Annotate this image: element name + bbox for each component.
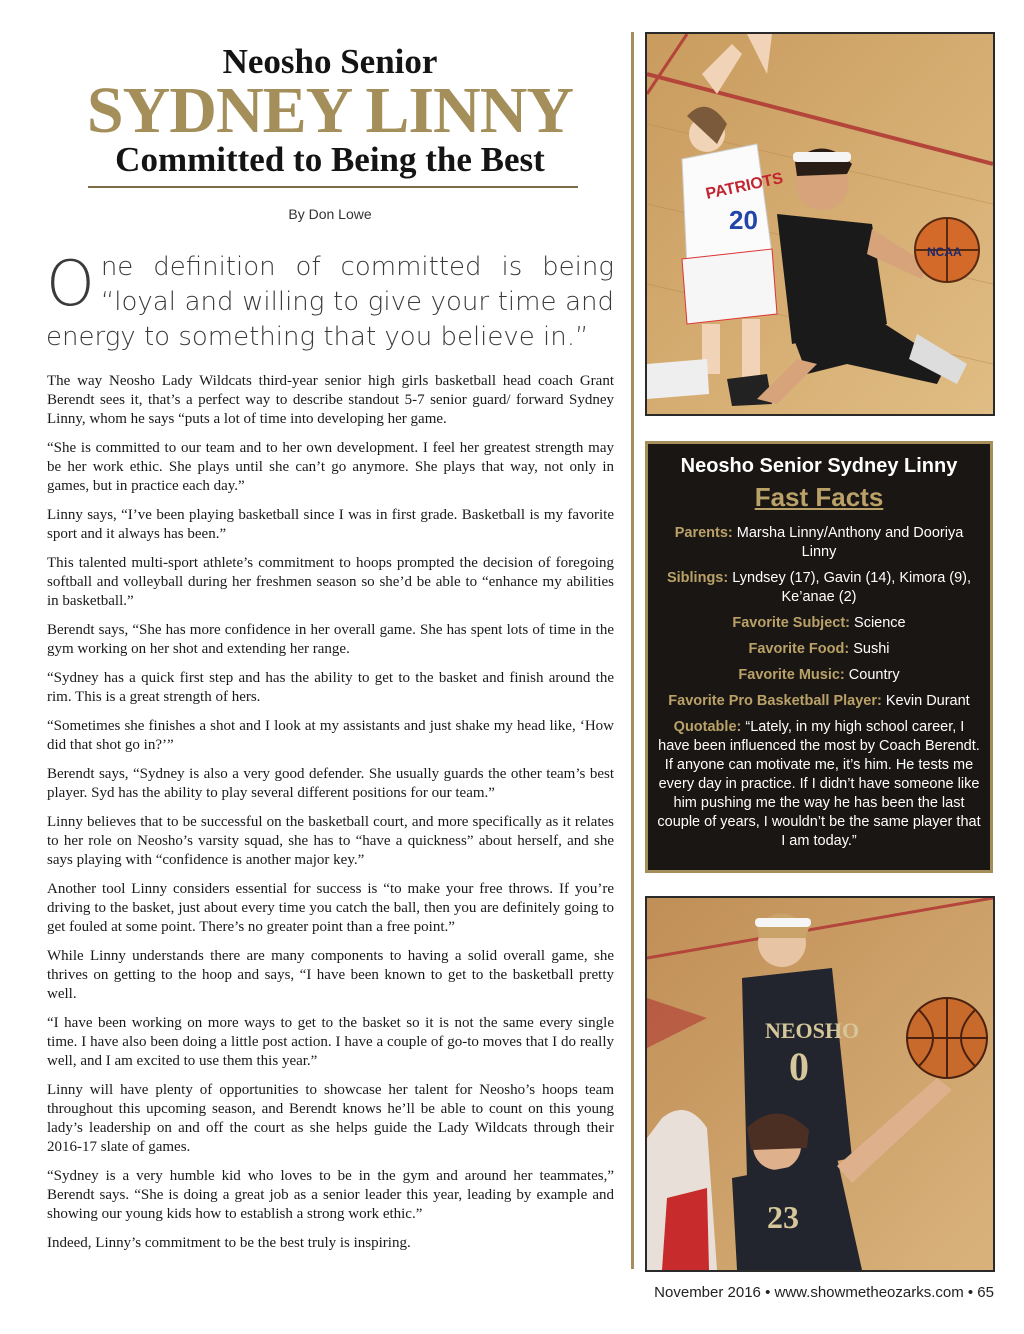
fast-fact-value: Country — [848, 667, 900, 683]
article-paragraph: Linny believes that to be successful on the basketball court, and more specifically as it relates to her role on Neosho’s varsity squad, she has to “have a quickness” about herself, and she says playing with “confidence is another major key.” — [47, 814, 614, 868]
fast-fact-label: Siblings: — [666, 570, 729, 586]
defender-jersey-number: 20 — [729, 205, 758, 235]
fast-facts-list — [656, 524, 982, 858]
fast-facts-heading: Fast Facts — [754, 482, 884, 512]
article-paragraph: Linny will have plenty of opportunities to showcase her talent for Neosho’s hoops team throughout this upcoming season, and Berendt knows he’ll be able to count on this young lady’s leadership on and off the court as she helps guide the Lady Wildcats through their 2016-17 slate of games. — [47, 1082, 614, 1155]
article-paragraph: “Sydney has a quick first step and has the ability to get to the basket and finish around the rim. This is a great strength of hers. — [47, 670, 614, 705]
photo-top — [645, 32, 995, 416]
article-paragraph: While Linny understands there are many components to having a solid overall game, she thrives on getting to the hoop and says, “I have been known to get to the basketball pretty well. — [47, 948, 614, 1002]
fast-fact-item — [656, 666, 982, 685]
fast-fact-label: Quotable: — [673, 719, 742, 735]
article-paragraph: Linny says, “I’ve been playing basketball since I was in first grade. Basketball is my favorite sport and it always has been.” — [47, 507, 614, 542]
headline-subhead: Committed to Being the Best — [115, 140, 545, 179]
fast-fact-item — [656, 569, 982, 607]
fast-fact-value: Science — [854, 615, 906, 631]
fast-fact-label: Favorite Food: — [748, 641, 850, 657]
column-divider — [631, 32, 634, 1269]
article-paragraph: “Sometimes she finishes a shot and I look at my assistants and just shake my head like, ‘How did that shot go in?’” — [47, 718, 614, 753]
fast-fact-item — [656, 524, 982, 562]
article-paragraph: “She is committed to our team and to her own development. I feel her greatest strength may be her work ethic. She plays until she can’t go anymore. She plays that way, not only in games, but in practice each day.” — [47, 440, 614, 494]
article-paragraph: “Sydney is a very humble kid who loves to be in the gym and around her teammates,” Berendt says. “She is doing a great job as a senior leader this year, leading by example and showing our young kids how to establish a strong work ethic.” — [47, 1168, 614, 1222]
article-paragraph: Berendt says, “She has more confidence in her overall game. She has spent lots of time in the gym working on her shot and extending her range. — [47, 622, 614, 657]
article-body — [47, 372, 614, 1263]
article-paragraph: This talented multi-sport athlete’s commitment to hoops prompted the decision of foregoing softball and volleyball during her freshmen season so she’d be able to “enhance my abilities in basketball.” — [47, 555, 614, 609]
headline-kicker: Neosho Senior — [222, 42, 438, 81]
headline-name: SYDNEY LINNY — [86, 74, 574, 147]
shooter-jersey-number: 23 — [767, 1199, 799, 1235]
bottom-jersey-number: 0 — [789, 1044, 809, 1089]
fast-fact-value: “Lately, in my high school career, I have been influenced the most by Coach Berendt. If anyone can motivate me, it’s him. He tests me every day in practice. If I didn’t have someone like him pushing me the way he has been the last couple of years, I wouldn’t be the same player that I am today.” — [657, 719, 981, 849]
page-footer: November 2016 • www.showmetheozarks.com • 65 — [654, 1284, 994, 1301]
fast-fact-item — [656, 692, 982, 711]
fast-facts-title: Neosho Senior Sydney Linny — [680, 455, 958, 477]
fast-fact-label: Parents: — [674, 525, 733, 541]
fast-fact-label: Favorite Music: — [738, 667, 845, 683]
basketball-top — [915, 218, 979, 282]
fast-fact-value: Marsha Linny/Anthony and Dooriya Linny — [736, 525, 964, 560]
fast-facts-box — [645, 441, 993, 873]
fast-fact-value: Kevin Durant — [885, 693, 970, 709]
fast-fact-item — [656, 614, 982, 633]
photo-bottom-image — [647, 898, 993, 1270]
article-paragraph: “I have been working on more ways to get to the basket so it is not the same every single time. I have also been doing a little post action. I have a couple of go-to moves that I do really well, and I am excited to use them this year.” — [47, 1015, 614, 1069]
title-rule — [88, 186, 578, 188]
photo-bottom — [645, 896, 995, 1272]
fast-fact-item — [656, 718, 982, 851]
article-paragraph: Another tool Linny considers essential for success is “to make your free throws. If you’re driving to the basket, just about every time you catch the ball, then you are definitely going to get fouled at some point. There’s no greater point than a free point.” — [47, 881, 614, 935]
fast-fact-item — [656, 640, 982, 659]
drop-cap: O — [46, 247, 95, 320]
article-paragraph: The way Neosho Lady Wildcats third-year senior high girls basketball head coach Grant Berendt sees it, that’s a perfect way to describe standout 5-7 senior guard/ forward Sydney Linny, whom he says “puts a lot of time into developing her game. — [47, 373, 614, 427]
lead-text: ne definition of committed is being “loyal and willing to give your time and energy to something that you believe in.” — [46, 252, 614, 352]
lead-paragraph — [46, 247, 614, 355]
bottom-jersey-text: NEOSHO — [765, 1018, 860, 1043]
photo-top-image — [647, 34, 993, 414]
byline: By Don Lowe — [288, 206, 372, 222]
basketball-bottom — [907, 998, 987, 1078]
ball-logo: NCAA — [927, 245, 962, 259]
fast-fact-value: Sushi — [853, 641, 890, 657]
defender-jersey-text: PATRIOTS — [704, 169, 785, 203]
fast-fact-value: Lyndsey (17), Gavin (14), Kimora (9), Ke’anae (2) — [732, 570, 972, 605]
article-paragraph: Berendt says, “Sydney is also a very good defender. She usually guards the other team’s best player. Syd has the ability to play several different positions for our team.” — [47, 766, 614, 801]
fast-fact-label: Favorite Subject: — [732, 615, 850, 631]
article-paragraph: Indeed, Linny’s commitment to be the best truly is inspiring. — [47, 1235, 411, 1251]
fast-fact-label: Favorite Pro Basketball Player: — [668, 693, 882, 709]
